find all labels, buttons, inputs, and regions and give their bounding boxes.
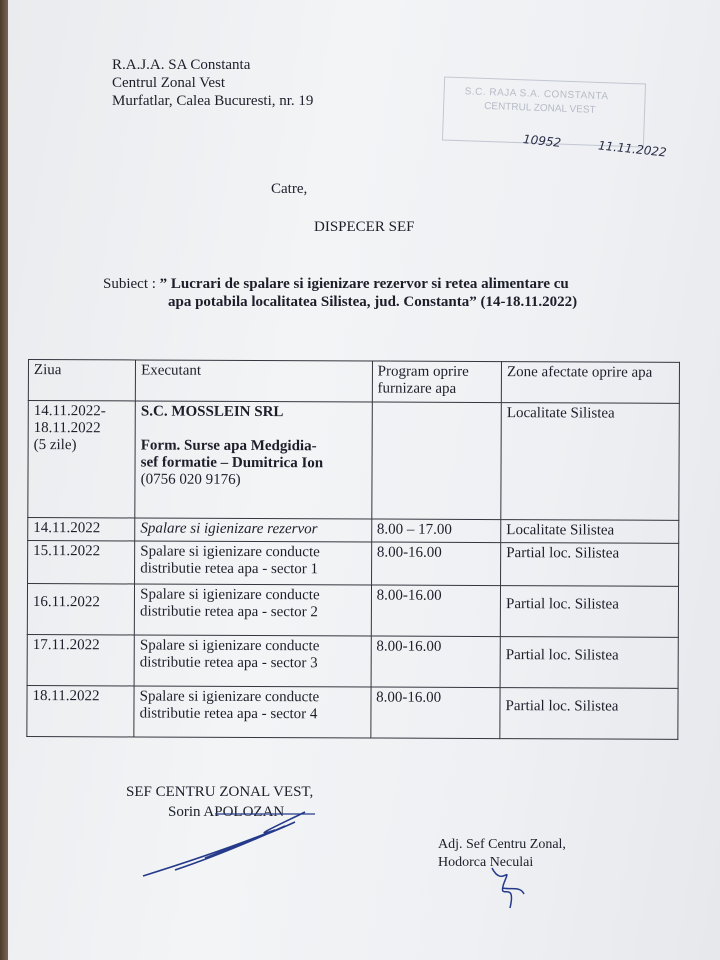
- chief-signature: [135, 800, 315, 885]
- row-work: Spalare si igienizare conducte distributie retea apa - sector 2: [134, 584, 371, 636]
- row-program: 8.00-16.00: [371, 585, 501, 637]
- table-row: [28, 541, 679, 587]
- row-zone: Partial loc. Silistea: [500, 586, 678, 638]
- row-zone: Partial loc. Silistea: [500, 637, 678, 689]
- chief-name: Sorin APOLOZAN: [168, 804, 285, 820]
- row-work: Spalare si igienizare conducte distributie retea apa - sector 1: [135, 541, 372, 585]
- summary-row: [28, 401, 680, 521]
- table-header-row: [28, 360, 679, 404]
- desk-edge: [0, 0, 8, 960]
- table-row: [27, 584, 678, 638]
- sender-address: Murfatlar, Calea Bucuresti, nr. 19: [112, 93, 314, 109]
- schedule-table: [26, 359, 680, 740]
- sender-unit: Centrul Zonal Vest: [112, 75, 226, 91]
- summary-zone: Localitate Silistea: [501, 403, 679, 521]
- row-zone: Partial loc. Silistea: [500, 688, 678, 740]
- table-row: [28, 518, 679, 544]
- stamp-line-2: CENTRUL ZONAL VEST: [483, 100, 596, 116]
- row-work: Spalare si igienizare rezervor: [135, 518, 372, 542]
- header-executant: Executant: [135, 360, 372, 402]
- row-day: 14.11.2022: [28, 518, 135, 541]
- row-program: 8.00 – 17.00: [371, 519, 500, 543]
- row-zone: Localitate Silistea: [501, 520, 679, 544]
- row-work: Spalare si igienizare conducte distributie retea apa - sector 4: [134, 686, 371, 738]
- deputy-signature: [482, 858, 532, 918]
- recipient-to: Catre,: [271, 181, 308, 197]
- row-program: 8.00-16.00: [371, 687, 501, 739]
- header-zones: Zone afectate oprire apa: [501, 362, 679, 404]
- row-program: 8.00-16.00: [371, 636, 501, 688]
- registration-number: 10952: [522, 132, 562, 150]
- deputy-title: Adj. Sef Centru Zonal,: [438, 837, 566, 852]
- registration-date: 11.11.2022: [597, 138, 668, 160]
- summary-day: 14.11.2022- 18.11.2022 (5 zile): [28, 401, 136, 518]
- subject-label: Subiect :: [103, 276, 160, 292]
- chief-title: SEF CENTRU ZONAL VEST,: [126, 784, 314, 800]
- row-day: 15.11.2022: [28, 541, 135, 584]
- stamp-line-1: S.C. RAJA S.A. CONSTANTA: [464, 86, 609, 103]
- deputy-name: Hodorca Neculai: [438, 855, 534, 870]
- header-day: Ziua: [28, 360, 135, 401]
- subject-line-1: [103, 275, 569, 293]
- subject-text-2: apa potabila localitatea Silistea, jud. Constanta” (14-18.11.2022): [168, 294, 578, 310]
- subject-text-1: ” Lucrari de spalare si igienizare rezervor si retea alimentare cu: [159, 276, 569, 292]
- row-program: 8.00-16.00: [371, 542, 501, 586]
- header-program: Program oprire furnizare apa: [372, 361, 502, 403]
- row-day: 16.11.2022: [27, 584, 134, 635]
- summary-program: [371, 402, 501, 520]
- table-row: [27, 685, 678, 739]
- row-day: 17.11.2022: [27, 634, 134, 685]
- row-zone: Partial loc. Silistea: [501, 543, 679, 587]
- sender-org: R.A.J.A. SA Constanta: [112, 57, 251, 73]
- table-row: [27, 634, 678, 688]
- recipient-name: DISPECER SEF: [314, 219, 415, 235]
- row-work: Spalare si igienizare conducte distributie retea apa - sector 3: [134, 635, 371, 687]
- summary-executant: S.C. MOSSLEIN SRL Form. Surse apa Medgidia- sef formatie – Dumitrica Ion (0756 020 9176): [135, 401, 372, 519]
- row-day: 18.11.2022: [27, 685, 134, 736]
